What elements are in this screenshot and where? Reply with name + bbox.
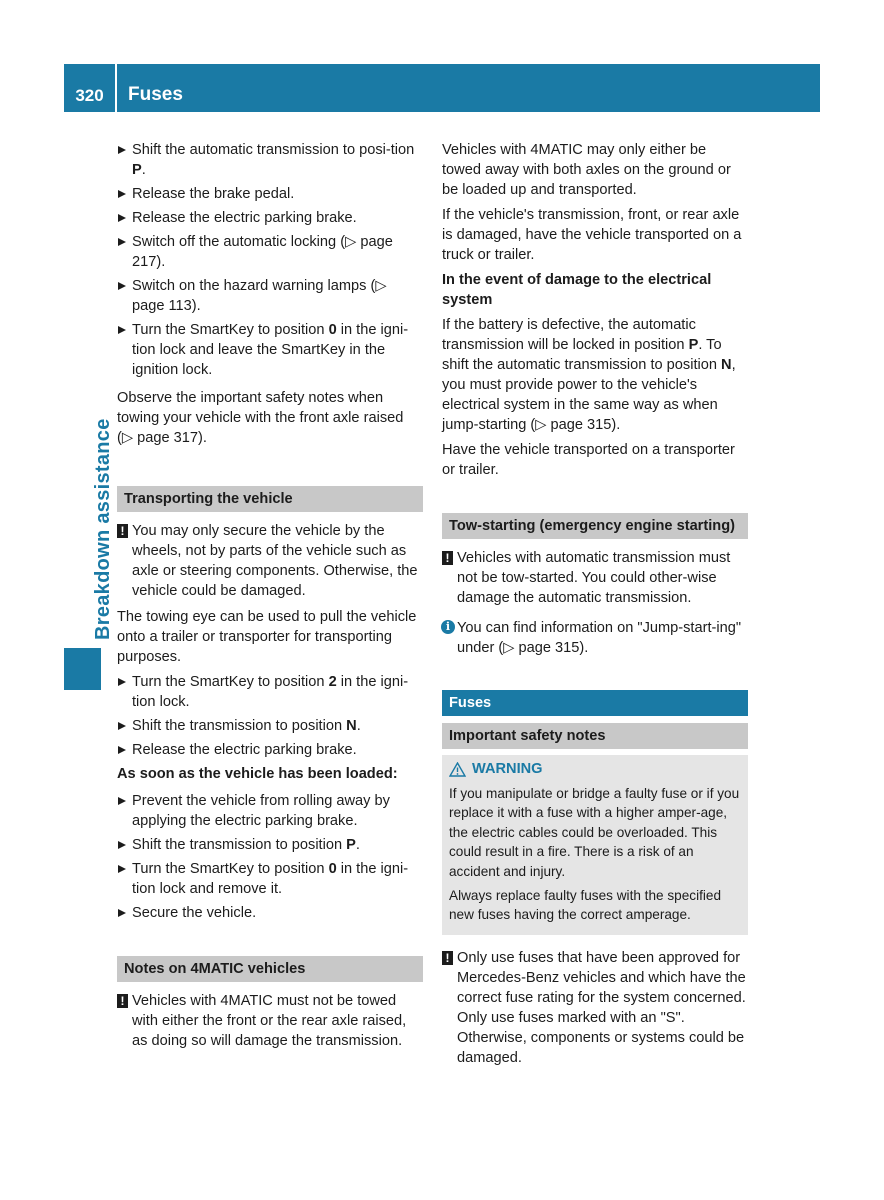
section-heading-4matic: Notes on 4MATIC vehicles xyxy=(117,956,423,982)
warning-paragraph-1: If you manipulate or bridge a faulty fuse or if you replace it with a fuse with a higher amper-age, the electric cables could be overloaded. This could result in a fire. There is a risk of an accident and injury. xyxy=(449,785,740,879)
step-item xyxy=(117,276,423,316)
step-item xyxy=(117,140,423,180)
note-tow-starting xyxy=(442,548,748,608)
loaded-heading: As soon as the vehicle has been loaded: xyxy=(117,766,398,782)
text: in the igni-tion lock and leave the SmartKey in the ignition lock. xyxy=(132,322,409,378)
step-item xyxy=(117,835,423,855)
text: Shift the transmission to position xyxy=(132,837,347,853)
bold-text: N xyxy=(346,718,357,734)
text: Switch off the automatic locking (▷ page 217). xyxy=(132,234,393,270)
warning-triangle-icon xyxy=(449,762,466,777)
text: Shift the transmission to position xyxy=(132,718,347,734)
step-item xyxy=(117,672,423,712)
section-heading-fuses: Fuses xyxy=(442,690,748,716)
step-item xyxy=(117,184,423,204)
bold-text: 0 xyxy=(328,322,337,338)
text: in the igni-tion lock. xyxy=(132,674,409,710)
section-heading-safety-notes: Important safety notes xyxy=(442,723,748,749)
electrical-heading: In the event of damage to the electrical system xyxy=(442,272,712,308)
bold-text: P xyxy=(688,337,699,353)
text: in the igni-tion lock and remove it. xyxy=(132,861,409,897)
bold-text: P xyxy=(346,837,356,853)
bold-text: 2 xyxy=(328,674,337,690)
side-section-label: Breakdown assistance xyxy=(92,418,114,640)
warning-paragraph-2: Always replace faulty fuses with the specified new fuses having the correct amperage. xyxy=(449,887,722,923)
warning-box xyxy=(442,755,748,935)
text: Switch on the hazard warning lamps (▷ page 113). xyxy=(132,278,387,314)
section-heading-tow-starting: Tow-starting (emergency engine starting) xyxy=(442,513,748,539)
bold-text: 0 xyxy=(328,861,337,877)
bold-text: P xyxy=(132,162,142,178)
battery-paragraph xyxy=(442,315,748,435)
text: Turn the SmartKey to position xyxy=(132,322,329,338)
towing-eye-paragraph: The towing eye can be used to pull the vehicle onto a trailer or transporter for transporting purposes. xyxy=(117,609,417,665)
page-number: 320 xyxy=(64,64,115,112)
note-4matic xyxy=(117,991,423,1051)
left-column xyxy=(117,140,423,1057)
text: Shift the automatic transmission to posi-tion xyxy=(132,142,415,158)
exclamation-icon: ! xyxy=(442,551,453,565)
text: , you must provide power to the vehicle's electrical system in the same way as when jump-starting (▷ page 315). xyxy=(442,357,736,433)
note-text: You may only secure the vehicle by the wheels, not by parts of the vehicle such as axle or steering components. Otherwise, the vehicle could be damaged. xyxy=(132,523,418,599)
step-item xyxy=(117,320,423,380)
step-item xyxy=(117,740,423,760)
text: . xyxy=(141,162,146,178)
4matic-paragraph-2: If the vehicle's transmission, front, or rear axle is damaged, have the vehicle transported on a truck or trailer. xyxy=(442,207,742,263)
section-heading-transporting: Transporting the vehicle xyxy=(117,486,423,512)
info-icon: i xyxy=(441,620,455,634)
transporter-paragraph: Have the vehicle transported on a transporter or trailer. xyxy=(442,442,735,478)
text: Release the electric parking brake. xyxy=(132,742,357,758)
step-item xyxy=(117,859,423,899)
steps-list-1 xyxy=(117,140,423,380)
text: . xyxy=(355,837,360,853)
side-tab-marker xyxy=(64,648,101,690)
note-transporting xyxy=(117,521,423,601)
steps-list-3 xyxy=(117,791,423,923)
warning-title-text: WARNING xyxy=(472,761,543,777)
text: Release the electric parking brake. xyxy=(132,210,357,226)
step-item xyxy=(117,232,423,272)
note-text: Only use fuses that have been approved for Mercedes-Benz vehicles and which have the correct fuse rating for the system concerned. Only use fuses marked with an "S". Otherwise, components or systems could be damaged. xyxy=(457,949,746,1066)
info-text: You can find information on "Jump-start-ing" under (▷ page 315). xyxy=(457,620,742,656)
step-item xyxy=(117,716,423,736)
page-title: Fuses xyxy=(117,64,820,112)
text: Secure the vehicle. xyxy=(132,905,257,921)
note-fuses xyxy=(442,948,748,1068)
exclamation-icon: ! xyxy=(117,524,128,538)
text: Turn the SmartKey to position xyxy=(132,861,329,877)
text: Prevent the vehicle from rolling away by applying the electric parking brake. xyxy=(132,793,390,829)
bold-text: N xyxy=(721,357,732,373)
info-jump-starting xyxy=(442,618,748,658)
text: Turn the SmartKey to position xyxy=(132,674,329,690)
observe-paragraph: Observe the important safety notes when towing your vehicle with the front axle raised (▷ page 317). xyxy=(117,390,404,446)
exclamation-icon: ! xyxy=(117,994,128,1008)
warning-title xyxy=(449,760,741,780)
step-item xyxy=(117,791,423,831)
right-column xyxy=(442,140,748,1074)
4matic-paragraph-1: Vehicles with 4MATIC may only either be towed away with both axles on the ground or be loaded up and transported. xyxy=(442,142,731,198)
step-item xyxy=(117,208,423,228)
text: Release the brake pedal. xyxy=(132,186,295,202)
note-text: Vehicles with 4MATIC must not be towed with either the front or the rear axle raised, as doing so will damage the transmission. xyxy=(132,993,407,1049)
text: . xyxy=(356,718,361,734)
steps-list-2 xyxy=(117,672,423,760)
step-item xyxy=(117,903,423,923)
text: If the battery is defective, the automatic transmission will be locked in position xyxy=(442,317,696,353)
exclamation-icon: ! xyxy=(442,951,453,965)
note-text: Vehicles with automatic transmission must not be tow-started. You could other-wise damage the automatic transmission. xyxy=(457,550,731,606)
text: . To shift the automatic transmission to position xyxy=(442,337,722,373)
